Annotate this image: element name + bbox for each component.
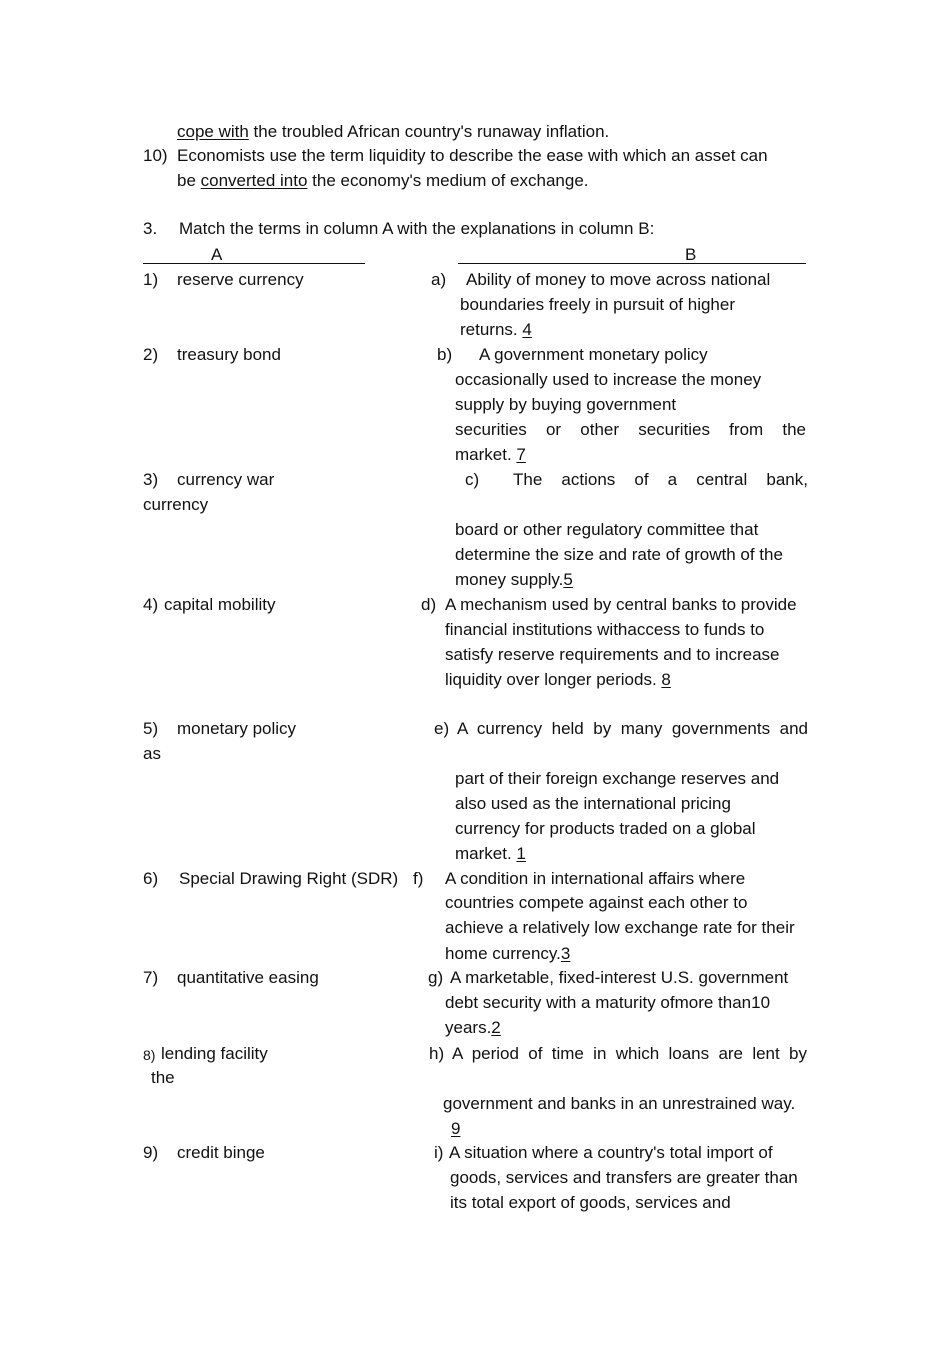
column-a-rule: [143, 263, 365, 264]
term-number: 1): [143, 270, 159, 289]
q3-number: 3.: [143, 219, 158, 238]
explanation-line: A currency held by many governments and: [457, 719, 808, 738]
explanation-line: A period of time in which loans are lent by: [452, 1044, 807, 1063]
term-number: 4): [143, 595, 159, 614]
term: credit binge: [177, 1143, 265, 1162]
text: be: [177, 171, 201, 190]
q10-line: Economists use the term liquidity to describe the ease with which an asset can: [177, 146, 768, 165]
explanation-letter: d): [421, 595, 437, 614]
explanation-letter: i): [434, 1143, 444, 1162]
explanation-line: also used as the international pricing: [455, 794, 731, 813]
term-number: 3): [143, 470, 159, 489]
q10-number: 10): [143, 146, 168, 165]
explanation-line: occasionally used to increase the money: [455, 370, 762, 389]
explanation-line: currency for products traded on a global: [455, 819, 756, 838]
explanation-letter: c): [465, 470, 480, 489]
term: currency war: [177, 470, 275, 489]
text: liquidity over longer periods.: [445, 670, 662, 689]
term-number: 7): [143, 968, 159, 987]
explanation-line: A condition in international affairs where: [445, 869, 746, 888]
term-number: 5): [143, 719, 159, 738]
explanation-letter: e): [434, 719, 450, 738]
explanation-line: goods, services and transfers are greater than: [450, 1168, 798, 1187]
term: lending facility: [161, 1044, 268, 1063]
explanation-line: A marketable, fixed-interest U.S. government: [450, 968, 789, 987]
explanation-line: The actions of a central bank,: [513, 470, 808, 489]
answer: 9: [451, 1119, 461, 1138]
text: returns.: [460, 320, 523, 339]
explanation-line: satisfy reserve requirements and to increase: [445, 645, 780, 664]
term-overflow: currency: [143, 495, 209, 514]
previous-line: [177, 122, 609, 142]
explanation-line: [460, 320, 532, 340]
explanation-line: government and banks in an unrestrained way.: [443, 1094, 796, 1113]
answer: 8: [661, 670, 671, 689]
explanation-line: [445, 944, 570, 964]
term-overflow: the: [151, 1068, 175, 1087]
q10-line: [177, 171, 589, 191]
column-b-header: B: [685, 245, 697, 264]
explanation-line: determine the size and rate of growth of the: [455, 545, 783, 564]
explanation-line: achieve a relatively low exchange rate for their: [445, 918, 795, 937]
text: home currency.: [445, 944, 561, 963]
explanation-line: countries compete against each other to: [445, 893, 748, 912]
term-number: 9): [143, 1143, 159, 1162]
text: the economy's medium of exchange.: [307, 171, 589, 190]
explanation-line: A situation where a country's total import of: [449, 1143, 773, 1162]
explanation-line: Ability of money to move across national: [466, 270, 771, 289]
term: monetary policy: [177, 719, 297, 738]
explanation-line: [445, 670, 671, 690]
term: treasury bond: [177, 345, 281, 364]
explanation-line: [455, 570, 573, 590]
explanation-letter: a): [431, 270, 447, 289]
text: years.: [445, 1018, 492, 1037]
answer: 1: [516, 844, 526, 863]
explanation-line: [455, 844, 526, 864]
underlined-answer: converted into: [200, 171, 308, 190]
explanation-letter: h): [429, 1044, 445, 1063]
term-number: 2): [143, 345, 159, 364]
explanation-line: supply by buying government: [455, 395, 677, 414]
underlined-answer: cope with: [177, 122, 249, 141]
column-b-rule: [458, 263, 806, 264]
explanation-line: its total export of goods, services and: [450, 1193, 731, 1212]
explanation-line: [455, 445, 526, 465]
text: market.: [455, 844, 517, 863]
answer: 2: [491, 1018, 501, 1037]
text: the troubled African country's runaway inflation.: [248, 122, 610, 141]
term-number: 6): [143, 869, 159, 888]
term-number: 8): [143, 1047, 156, 1063]
explanation-letter: f): [413, 869, 424, 888]
explanation-line: board or other regulatory committee that: [455, 520, 759, 539]
explanation-line: A government monetary policy: [479, 345, 708, 364]
explanation-line: A mechanism used by central banks to provide: [445, 595, 797, 614]
term: reserve currency: [177, 270, 304, 289]
term: Special Drawing Right (SDR): [179, 869, 399, 888]
explanation-line: [445, 1018, 501, 1038]
column-a-header: A: [211, 245, 223, 264]
term: capital mobility: [164, 595, 276, 614]
term: quantitative easing: [177, 968, 319, 987]
explanation-line: debt security with a maturity ofmore than10: [445, 993, 771, 1012]
answer: 4: [522, 320, 532, 339]
text: money supply.: [455, 570, 564, 589]
explanation-line: financial institutions withaccess to funds to: [445, 620, 765, 639]
answer: 3: [560, 944, 571, 963]
explanation-line: boundaries freely in pursuit of higher: [460, 295, 735, 314]
explanation-letter: b): [437, 345, 453, 364]
explanation-letter: g): [428, 968, 444, 987]
answer: 7: [516, 445, 526, 464]
answer: 5: [563, 570, 573, 589]
explanation-line: part of their foreign exchange reserves and: [455, 769, 780, 788]
text: market.: [455, 445, 517, 464]
explanation-line: securities or other securities from the: [455, 420, 806, 439]
term-overflow: as: [143, 744, 161, 763]
q3-instruction: Match the terms in column A with the explanations in column B:: [179, 219, 655, 238]
